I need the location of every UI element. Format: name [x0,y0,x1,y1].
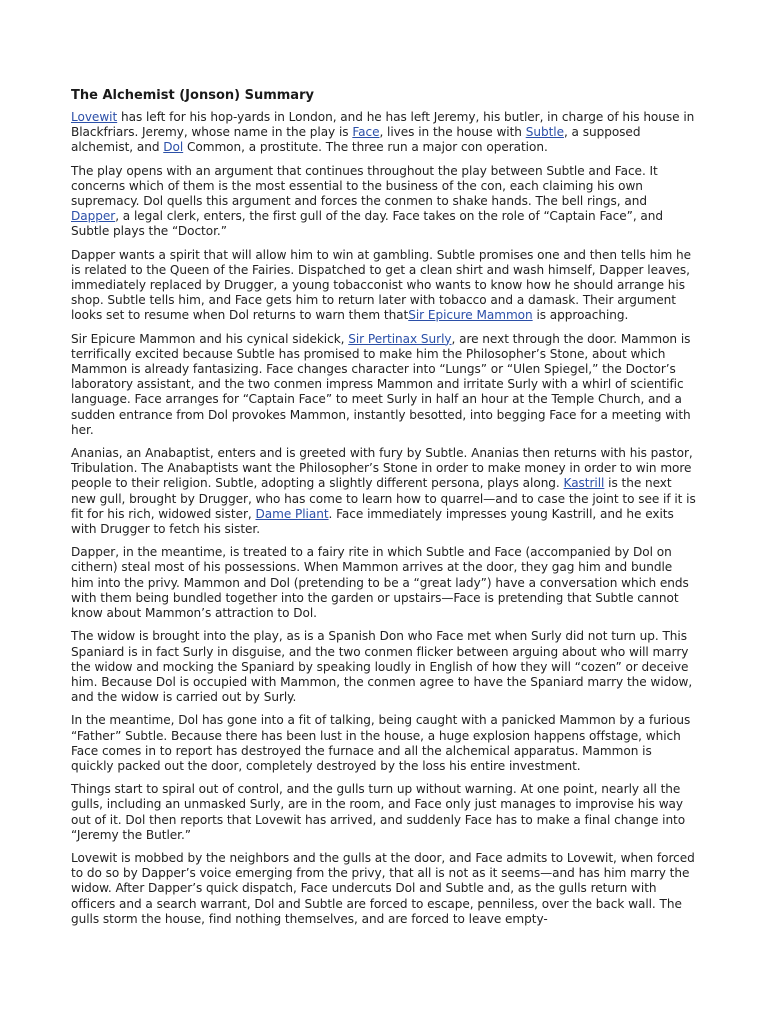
summary-paragraph [71,782,698,843]
paragraph-text: Lovewit is mobbed by the neighbors and the gulls at the door, and Face admits to Lovewit, when forced to do so by Dapper’s voice emerging from the privy, that all is not as it seems—and has him marry the widow. After Dapper’s quick dispatch, Face undercuts Dol and Subtle and, as the gulls return with officers and a search warrant, Dol and Subtle are forced to escape, penniless, over the back wall. The gulls storm the house, find nothing themselves, and are forced to leave empty- [71,850,695,926]
summary-paragraph [71,446,698,537]
summary-paragraph [71,629,698,705]
summary-paragraph [71,851,698,927]
character-link[interactable]: Lovewit [71,110,118,124]
character-link[interactable]: Dapper [71,209,116,224]
page-title: The Alchemist (Jonson) Summary [71,88,314,103]
character-link[interactable]: Dame Pliant [255,506,329,521]
summary-paragraph [71,332,698,438]
summary-paragraph [71,164,698,240]
summary-paragraph [71,110,698,156]
summary-paragraph [71,545,698,621]
paragraph-text: Things start to spiral out of control, and the gulls turn up without warning. At one point, nearly all the gulls, including an unmasked Surly, are in the room, and Face only just manages to improvise his way out of it. Dol then reports that Lovewit has arrived, and suddenly Face has to make a final change into “Jeremy the Butler.” [71,782,686,842]
character-link[interactable]: Face [352,125,380,140]
character-link[interactable]: Kastrill [563,476,605,491]
summary-paragraph [71,248,698,324]
paragraph-text: , a legal clerk, enters, the first gull of the day. Face takes on the role of “Captain Face”, and Subtle plays the “Doctor.” [71,209,664,239]
character-link[interactable]: Sir Epicure Mammon [408,308,533,323]
paragraph-text: is the next new gull, brought by Drugger, who has come to learn how to quarrel—and to case the joint to see if it is fit for his rich, widowed sister, [71,476,696,521]
character-link[interactable]: Sir Pertinax Surly [348,331,452,346]
paragraph-text: is approaching. [532,308,629,323]
paragraph-text: , lives in the house with [379,125,526,140]
summary-body [71,110,698,927]
summary-paragraph [71,713,698,774]
character-link[interactable]: Subtle [525,125,564,140]
paragraph-text: Common, a prostitute. The three run a major con operation. [183,140,548,155]
paragraph-text: has left for his hop-yards in London, and he has left Jeremy, his butler, in charge of his house in Blackfriars. Jeremy, whose name in the play is [71,110,695,140]
paragraph-text: . Face immediately impresses young Kastrill, and he exits with Drugger to fetch his sister. [71,506,674,537]
paragraph-text: Dapper wants a spirit that will allow him to win at gambling. Subtle promises one and then tells him he is related to the Queen of the Fairies. Dispatched to get a clean shirt and wash himself, Dapper leaves, immediately replaced by Drugger, a young tobacconist who wants to know how he should arrange his shop. Subtle tells him, and Face gets him to return later with tobacco and a damask. Their argument looks set to resume when Dol returns to warn them that [71,247,692,323]
paragraph-text: Dapper, in the meantime, is treated to a fairy rite in which Subtle and Face (accompanied by Dol on cithern) steal most of his possessions. When Mammon arrives at the door, they gag him and bundle him into the privy. Mammon and Dol (pretending to be a “great lady”) have a conversation which ends with them being bundled together into the garden or upstairs—Face is pretending that Subtle cannot know about Mammon’s attraction to Dol. [71,545,689,621]
paragraph-text: In the meantime, Dol has gone into a fit of talking, being caught with a panicked Mammon by a furious “Father” Subtle. Because there has been lust in the house, a huge explosion happens offstage, which Face comes in to report has destroyed the furnace and all the alchemical apparatus. Mammon is quickly packed out the door, completely destroyed by the loss his entire investment. [71,713,691,773]
paragraph-text: Ananias, an Anabaptist, enters and is greeted with fury by Subtle. Ananias then returns with his pastor, Tribulation. The Anabaptists want the Philosopher’s Stone in order to make money in order to win more people to their religion. Subtle, adopting a slightly different persona, plays along. [71,446,693,491]
paragraph-text: , are next through the door. Mammon is terrifically excited because Subtle has promised to make him the Philosopher’s Stone, about which Mammon is already fantasizing. Face changes character into “Lungs” or “Ulen Spiegel,” the Doctor’s laboratory assistant, and the two conmen impress Mammon and irritate Surly with a whirl of scientific language. Face arranges for “Captain Face” to meet Surly in half an hour at the Temple Church, and a sudden entrance from Dol provokes Mammon, instantly besotted, into begging Face for a meeting with her. [71,331,691,437]
paragraph-text: The play opens with an argument that continues throughout the play between Subtle and Face. It concerns which of them is the most essential to the business of the con, each claiming his own supremacy. Dol quells this argument and forces the conmen to shake hands. The bell rings, and [71,163,658,209]
paragraph-text: Sir Epicure Mammon and his cynical sidekick, [71,331,349,346]
character-link[interactable]: Dol [163,140,184,155]
paragraph-text: The widow is brought into the play, as is a Spanish Don who Face met when Surly did not turn up. This Spaniard is in fact Surly in disguise, and the two conmen flicker between arguing about who will marry the widow and mocking the Spaniard by speaking loudly in English of how they will “cozen” or deceive him. Because Dol is occupied with Mammon, the conmen agree to have the Spaniard marry the widow, and the widow is carried out by Surly. [71,629,693,705]
paragraph-text: , a supposed alchemist, and [71,125,641,155]
